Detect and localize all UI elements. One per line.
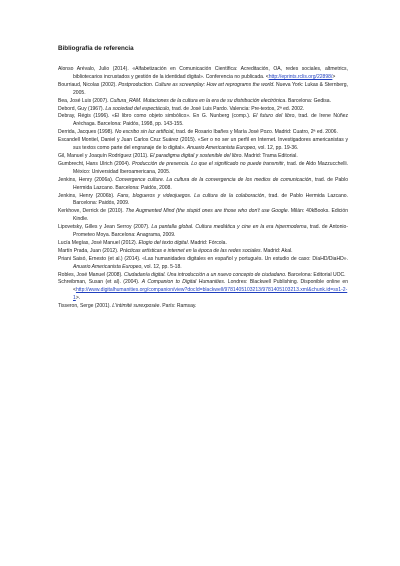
bibliography-entry [58,224,348,240]
entry-text: , vol. 12, pp. 5-18. [141,263,182,270]
work-title: La pantalla global. Cultura mediática y cine en la era hipermoderna [151,224,307,231]
bibliography-entry [58,279,348,303]
entry-text: Debray, Régis (1996). «El libro como objeto simbólico». En G. Nunberg (comp.). [58,113,253,120]
entry-text: . París: Ramsay. [159,303,197,310]
entry-text: , vol. 12, pp. 19-36. [255,145,299,152]
url-link[interactable]: http://www.digitalhumanities.org/companion/view?docId=blackwell/9781405103213/9781405103213.xml&chunk.id=ss1-2-1 [73,287,348,302]
bibliography-entry [58,303,348,311]
bibliography-entry [58,129,348,137]
work-title: El paradigma digital y sostenible del libro [149,152,242,159]
bibliography-entry [58,106,348,114]
bibliography-list [58,66,348,311]
entry-text: , trad. de Pablo Hermida Lazcano. Barcelona: Paidós, 2009. [73,192,349,207]
entry-text: Schreibman, Susan (et al). (2004). [58,279,142,286]
section-title: Bibliografía de referencia [58,45,134,52]
entry-text: . Madrid: Fórcola. [187,239,227,246]
entry-text: Priani Saisó, Ernesto (et al.) (2014). «Las humanidades digitales en español y portugués. Un estudio de caso: DíaHD/DiaHD». [58,255,348,262]
entry-text: . Milán: 40kBooks. Edición Kindle. [73,208,349,223]
entry-text: Bea, José Luis (2007). [58,97,110,104]
entry-text: Debord, Guy (1967). [58,105,106,112]
bibliography-entry [58,137,348,153]
entry-text: , trad. de Irene Núñez Aréchaga. Barcelona: Paidós, 1998, pp. 143-155. [73,113,348,128]
entry-text: , trad. de José Luis Pardo. Valencia: Pre-textos, 2ª ed. 2002. [169,105,305,112]
url-link[interactable]: http://eprints.rclis.org/22898/ [268,73,333,80]
work-title: A Companion to Digital Humanities [141,279,224,286]
entry-text: Tisseron, Serge (2001). [58,303,113,310]
entry-text: >. [75,295,81,302]
bibliography-entry [58,208,348,224]
work-title: Anuario Americanista Europeo [73,263,142,270]
entry-text: Gil, Manuel y Joaquín Rodríguez (2011). [58,152,150,159]
work-title: Cultura_RAM. Mutaciones de la cultura en la era de su distribución electrónica [109,97,286,104]
entry-text: . Londres: Blackwell Publishing. Disponible online en < [73,279,348,294]
entry-text: , trad. de Pablo Hermida Lazcano. Barcelona: Paidós, 2008. [73,176,349,191]
entry-text: . Barcelona: Editorial UOC. [285,271,346,278]
entry-text: Lipovetsky, Gilles y Jean Serroy (2007). [58,224,152,231]
entry-text: Lucía Megías, José Manuel (2012). [58,239,139,246]
entry-text: Kerkhove, Derrick de (2010). [58,208,126,215]
entry-text: Robles, José Manuel (2008). [58,271,124,278]
work-title: Ciudadanía digital. Una introducción a un nuevo concepto de ciudadano [123,271,285,278]
entry-text: . Madrid: Trama Editorial. [241,152,298,159]
work-title: Elogio del texto digital [138,239,188,246]
bibliography-entry [58,177,348,193]
bibliography-entry [58,272,348,280]
entry-text: , trad. de Rosario Ibañes y María José Pozo. Madrid: Cuatro, 2ª ed. 2006. [173,129,338,136]
bibliography-entry [58,193,348,209]
entry-text: Alonso Arévalo, Julio (2014). «Alfabetización en Comunicación Científica: Acreditación, OA, redes sociales, altmetrics, bibliotecarios incrustados y gestión de la identidad digital». Conferencia no publicada. < [58,66,348,80]
entry-text: Jenkins, Henry (2006b). [58,192,118,199]
work-title: Fans, blogueros y videojuegos. La cultura de la colaboración [117,192,265,199]
work-title: Anuario Americanista Europeo [186,145,256,152]
work-title: Prácticas artísticas e internet en la época de las redes sociales [119,247,261,254]
work-title: Postproduction. Culture as screenplay: How art reprograms the world [118,81,274,88]
work-title: Convergence culture. La cultura de la convergencia de los medios de comunicación [115,176,312,183]
bibliography-entry [58,256,348,272]
entry-text: , trad. de Antonio-Prometeo Moya. Barcelona: Anagrama, 2009. [73,224,348,239]
entry-text: > [332,73,336,80]
entry-text: Bourriaud, Nicolas (2002). [58,81,119,88]
work-title: El futuro del libro [252,113,295,120]
bibliography-entry [58,248,348,256]
bibliography-entry [58,240,348,248]
entry-text: Escandell Montiel, Daniel y Juan Carlos Cruz Suárez (2015). «Ser o no ser un perfil en Internet. Investigadores americanistas y sus textos como parte del engranaje de lo digital». [58,137,348,152]
bibliography-entry [58,161,348,177]
entry-text: . Barcelona: Gedisa. [285,97,331,104]
work-title: The Augmented Mind (the stupid ones are those who don't use Google [125,208,288,215]
entry-text: Gumbrecht, Hans Ulrich (2004). [58,160,132,167]
work-title: La sociedad del espectáculo [105,105,170,112]
work-title: No escribo sin luz artificial [114,129,174,136]
entry-text: Derrida, Jacques (1998). [58,129,115,136]
bibliography-entry [58,98,348,106]
bibliography-entry [58,66,348,82]
entry-text: , trad. de Aldo Mazzucchelli. México: Universidad Iberoamericana, 2005. [73,160,348,175]
bibliography-entry [58,153,348,161]
work-title: Producción de presencia. Lo que el significado no puede transmitir [131,160,284,167]
entry-text: . Nueva York: Lukas & Sternberg, 2005. [73,81,349,96]
entry-text: Jenkins, Henry (2006a). [58,176,116,183]
work-title: L'intimité surexposée [112,303,160,310]
bibliography-entry [58,82,348,98]
entry-text: . Madrid: Akal. [260,247,293,254]
entry-text: Martín Prada, Juan (2012). [58,247,120,254]
bibliography-entry [58,113,348,129]
